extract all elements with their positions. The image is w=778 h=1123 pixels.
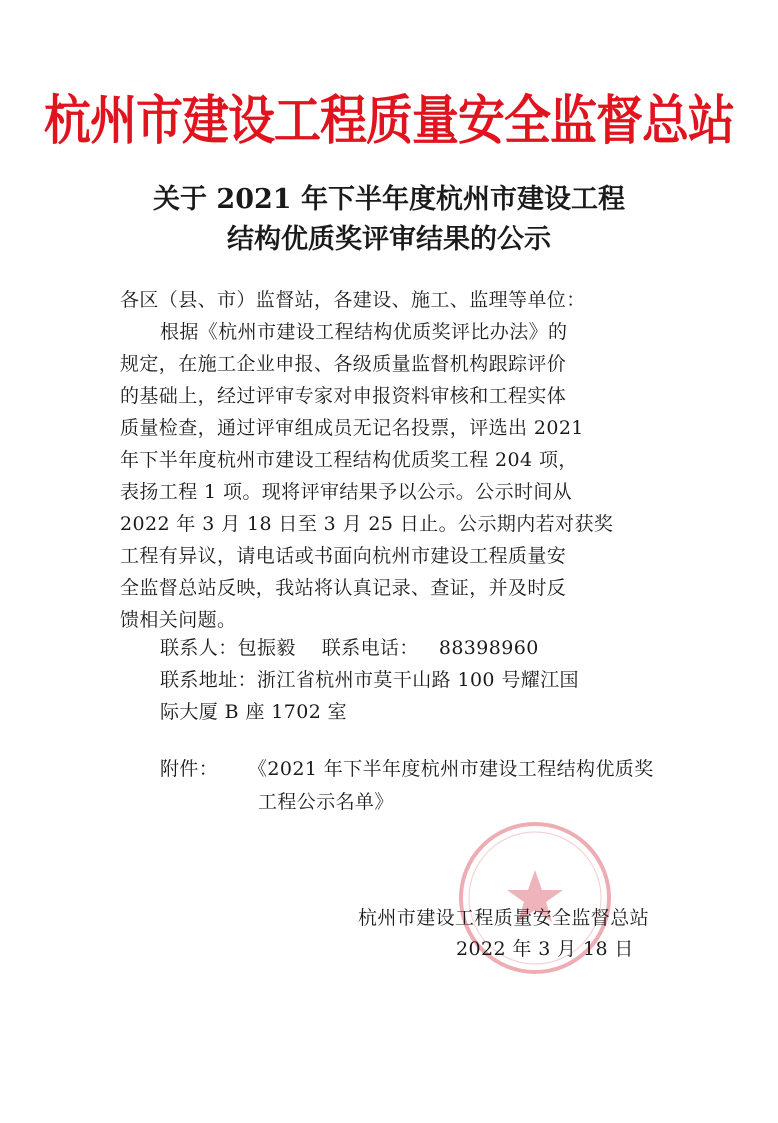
contact-phone-label: 联系电话：	[321, 637, 419, 659]
body-line: 馈相关问题。	[120, 609, 237, 631]
letterhead: 杭州市建设工程质量安全监督总站	[44, 90, 734, 152]
title-line-2: 结构优质奖评审结果的公示	[227, 224, 551, 255]
attachment-line-2: 工程公示名单》	[258, 791, 394, 813]
contact-person-row	[160, 632, 539, 664]
contact-phone: 88398960	[438, 637, 539, 659]
body-line: 根据《杭州市建设工程结构优质奖评比办法》的	[160, 321, 568, 343]
contact-person: 包振毅	[237, 637, 296, 659]
body-line: 年下半年度杭州市建设工程结构优质奖工程 204 项，	[120, 449, 578, 471]
contact-person-label: 联系人：	[160, 637, 238, 659]
attachment-line-1: 《2021 年下半年度杭州市建设工程结构优质奖	[248, 758, 654, 780]
body-line: 工程有异议，请电话或书面向杭州市建设工程质量安	[120, 545, 567, 567]
body-line: 表扬工程 1 项。现将评审结果予以公示。公示时间从	[120, 481, 573, 503]
title-line-1: 关于 2021 年下半年度杭州市建设工程	[153, 184, 625, 215]
signature-org: 杭州市建设工程质量安全监督总站	[358, 907, 650, 929]
body-line: 2022 年 3 月 18 日至 3 月 25 日止。公示期内若对获奖	[120, 513, 614, 535]
salutation: 各区（县、市）监督站，各建设、施工、监理等单位：	[120, 289, 586, 311]
contact-address-line-1: 浙江省杭州市莫干山路 100 号耀江国	[257, 669, 579, 691]
body-line: 的基础上，经过评审专家对申报资料审核和工程实体	[120, 385, 567, 407]
body-line: 全监督总站反映，我站将认真记录、查证，并及时反	[120, 577, 567, 599]
contact-address-row	[160, 664, 579, 696]
contact-address-label: 联系地址：	[160, 669, 258, 691]
body-line: 质量检查，通过评审组成员无记名投票，评选出 2021	[120, 417, 584, 439]
body-line: 规定，在施工企业申报、各级质量监督机构跟踪评价	[120, 353, 567, 375]
signature-date: 2022 年 3 月 18 日	[456, 938, 634, 960]
contact-address-line-2: 际大厦 B 座 1702 室	[160, 701, 348, 723]
attachment-label: 附件：	[160, 758, 219, 780]
